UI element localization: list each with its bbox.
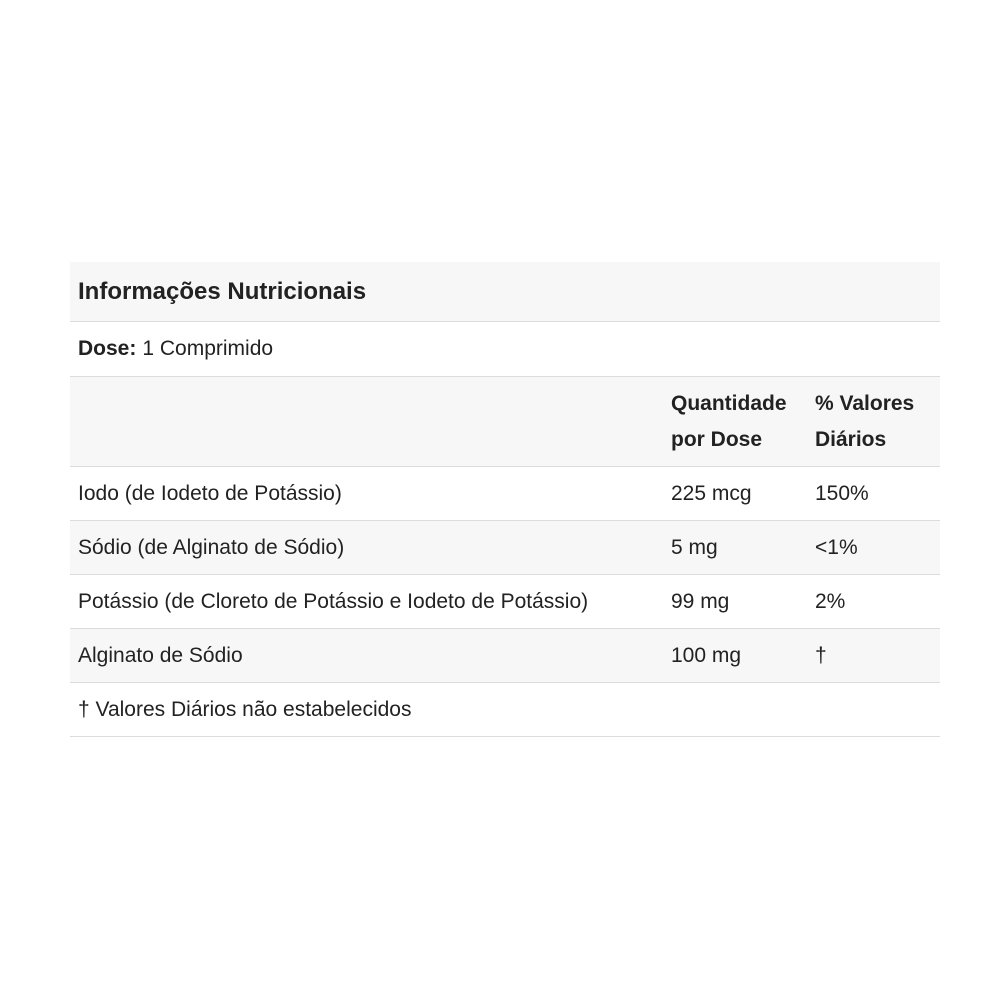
table-row <box>70 467 940 521</box>
nutrient-name: Iodo (de Iodeto de Potássio) <box>78 481 342 505</box>
nutrient-amount: 225 mcg <box>671 481 752 505</box>
header-dv-line2: Diários <box>815 427 887 451</box>
dose-label: Dose: <box>78 337 137 360</box>
nutrient-dv: † <box>815 643 827 667</box>
header-amount-cell <box>671 386 815 458</box>
header-dv-line1: % Valores <box>815 391 915 415</box>
nutrient-amount: 5 mg <box>671 535 718 559</box>
dose-row <box>70 322 940 377</box>
table-row <box>70 629 940 683</box>
nutrient-name: Sódio (de Alginato de Sódio) <box>78 535 345 559</box>
table-title: Informações Nutricionais <box>78 277 367 305</box>
nutrient-name: Potássio (de Cloreto de Potássio e Iodeto de Potássio) <box>78 589 589 613</box>
table-row <box>70 575 940 629</box>
title-row <box>70 262 940 322</box>
nutrient-amount: 99 mg <box>671 589 730 613</box>
table-row <box>70 521 940 575</box>
footnote-text: † Valores Diários não estabelecidos <box>78 697 412 721</box>
nutrient-dv: <1% <box>815 535 858 559</box>
nutrient-name: Alginato de Sódio <box>78 643 243 667</box>
header-amount-line1: Quantidade <box>671 391 787 415</box>
header-amount-line2: por Dose <box>671 427 763 451</box>
column-header-row <box>70 377 940 467</box>
nutrition-facts-table <box>70 262 940 737</box>
footnote-row <box>70 683 940 737</box>
nutrient-dv: 150% <box>815 481 869 505</box>
nutrient-amount: 100 mg <box>671 643 742 667</box>
nutrient-dv: 2% <box>815 589 846 613</box>
header-dv-cell <box>815 386 940 458</box>
dose-value: 1 Comprimido <box>142 337 274 360</box>
